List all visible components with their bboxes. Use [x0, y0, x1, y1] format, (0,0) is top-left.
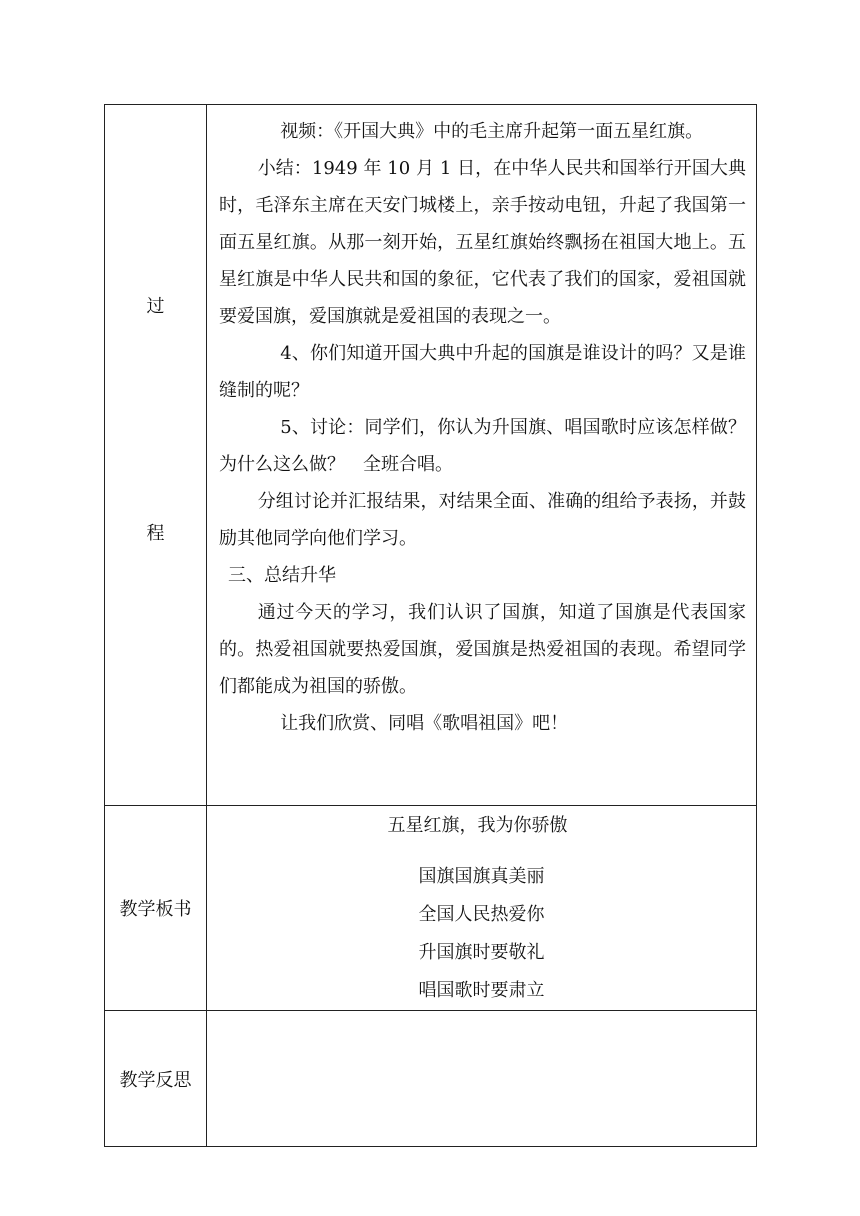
process-content-cell [207, 105, 757, 806]
reflection-content-cell [207, 1011, 757, 1147]
reflection-label-cell [105, 1011, 207, 1147]
reflection-label: 教学反思 [119, 1069, 192, 1091]
paragraph-video: 视频：《开国大典》中的毛主席升起第一面五星红旗。 [280, 121, 704, 142]
paragraph-conclusion: 通过今天的学习，我们认识了国旗，知道了国旗是代表国家的。热爱祖国就要热爱国旗，爱国旗是热爱祖国的表现。希望同学们都能成为祖国的骄傲。 [219, 602, 746, 697]
board-line: 国旗国旗真美丽 [418, 866, 545, 887]
board-line: 全国人民热爱你 [418, 904, 545, 925]
board-row [105, 806, 757, 1011]
board-line: 唱国歌时要肃立 [418, 980, 545, 1001]
board-title: 五星红旗，我为你骄傲 [387, 815, 568, 836]
paragraph-summary: 小结：1949 年 10 月 1 日，在中华人民共和国举行开国大典时，毛泽东主席在天安门城楼上，亲手按动电钮，升起了我国第一面五星红旗。从那一刻开始，五星红旗始终飘扬在祖国大地上。五星红旗是中华人民共和国的象征，它代表了我们的国家，爱祖国就要爱国旗，爱国旗就是爱祖国的表现之一。 [219, 158, 746, 327]
paragraph-song: 让我们欣赏、同唱《歌唱祖国》吧！ [280, 713, 569, 734]
paragraph-question-4: 4、你们知道开国大典中升起的国旗是谁设计的吗？又是谁缝制的呢？ [219, 343, 746, 401]
lesson-plan-table [104, 104, 757, 1147]
process-label-top: 过 [146, 296, 165, 317]
section-heading-summary: 三、总结升华 [228, 565, 336, 586]
board-line: 升国旗时要敬礼 [418, 942, 545, 963]
board-label-cell [105, 806, 207, 1011]
board-content-cell [207, 806, 757, 1011]
board-label: 教学板书 [119, 899, 192, 920]
process-body [207, 105, 756, 742]
process-label-cell [105, 105, 207, 806]
paragraph-discussion-5: 5、讨论：同学们，你认为升国旗、唱国歌时应该怎样做？为什么这么做？ 全班合唱。 [219, 417, 746, 475]
process-row [105, 105, 757, 806]
process-label-bottom: 程 [146, 523, 165, 544]
reflection-row [105, 1011, 757, 1147]
board-body [207, 806, 756, 1010]
paragraph-group-report: 分组讨论并汇报结果，对结果全面、准确的组给予表扬，并鼓励其他同学向他们学习。 [219, 491, 746, 549]
